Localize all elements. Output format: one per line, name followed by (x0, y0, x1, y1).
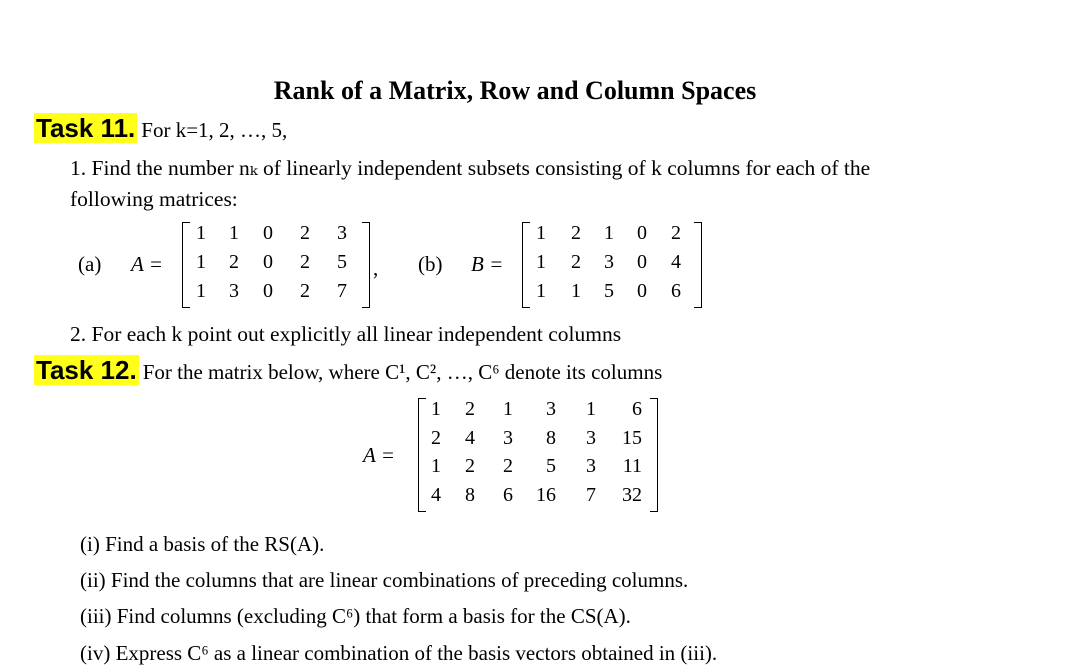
matrix-cell: 1 (229, 222, 239, 244)
matrix-cell: 3 (604, 251, 614, 273)
matrix-cell: 0 (637, 280, 647, 302)
matrix-cell: 3 (586, 427, 596, 449)
matrix-cell: 1 (431, 455, 441, 477)
matrix-cell: 4 (431, 484, 441, 506)
matrix-b (522, 222, 702, 308)
matrix-cell: 0 (263, 251, 273, 273)
matrix-cell: 1 (536, 222, 546, 244)
matrix-a-comma: , (373, 256, 379, 280)
matrix-cell: 2 (431, 427, 441, 449)
matrix-cell: 2 (229, 251, 239, 273)
matrix-a (182, 222, 370, 308)
task-11-item-2: 2. For each k point out explicitly all linear independent columns (70, 322, 622, 346)
task-12-item-ii: (ii) Find the columns that are linear combinations of preceding columns. (80, 568, 689, 592)
matrix-a-symbol: A = (131, 252, 163, 276)
matrix-cell: 32 (622, 484, 642, 506)
task-12-heading (34, 355, 662, 386)
matrix-cell: 2 (300, 222, 310, 244)
matrix-cell: 5 (604, 280, 614, 302)
matrix-cell: 1 (196, 222, 206, 244)
task-11-heading (34, 113, 287, 144)
matrix-cell: 6 (503, 484, 513, 506)
matrix-cell: 4 (671, 251, 681, 273)
matrix-cell: 2 (300, 280, 310, 302)
matrix-cell: 16 (536, 484, 556, 506)
matrix-cell: 5 (337, 251, 347, 273)
matrix-cell: 0 (263, 280, 273, 302)
matrix-cell: 1 (503, 398, 513, 420)
task-11-item-1: 1. Find the number nₖ of linearly independent subsets consisting of k columns for each of the following matrices: (70, 156, 871, 211)
matrix-cell: 2 (571, 222, 581, 244)
matrix-cell: 6 (671, 280, 681, 302)
matrix-cell: 8 (465, 484, 475, 506)
matrix-cell: 8 (546, 427, 556, 449)
matrix-c-right-bracket (650, 398, 658, 512)
matrix-cell: 1 (431, 398, 441, 420)
matrix-cell: 11 (622, 455, 642, 477)
matrix-cell: 1 (604, 222, 614, 244)
matrix-cell: 3 (546, 398, 556, 420)
matrix-cell: 1 (571, 280, 581, 302)
page-title: Rank of a Matrix, Row and Column Spaces (273, 76, 757, 105)
matrix-cell: 0 (263, 222, 273, 244)
matrix-cell: 7 (337, 280, 347, 302)
matrix-cell: 3 (337, 222, 347, 244)
matrix-a-label: (a) (78, 252, 102, 276)
matrix-cell: 2 (465, 398, 475, 420)
matrix-cell: 1 (536, 280, 546, 302)
matrix-cell: 2 (300, 251, 310, 273)
matrix-cell: 2 (571, 251, 581, 273)
matrix-cell: 3 (229, 280, 239, 302)
matrix-cell: 2 (503, 455, 513, 477)
task-12-label: Task 12. (36, 355, 137, 385)
matrix-cell: 1 (586, 398, 596, 420)
matrix-cell: 3 (586, 455, 596, 477)
task-12-item-iii: (iii) Find columns (excluding C⁶) that form a basis for the CS(A). (80, 604, 631, 628)
task-12-item-i: (i) Find a basis of the RS(A). (80, 532, 325, 556)
matrix-cell: 2 (671, 222, 681, 244)
matrix-cell: 4 (465, 427, 475, 449)
matrix-cell: 1 (536, 251, 546, 273)
matrix-b-right-bracket (694, 222, 702, 308)
matrix-b-symbol: B = (471, 252, 504, 276)
matrix-cell: 7 (586, 484, 596, 506)
task-12-item-iv: (iv) Express C⁶ as a linear combination of the basis vectors obtained in (iii). (80, 641, 718, 665)
matrix-cell: 0 (637, 222, 647, 244)
task-11-intro: For k=1, 2, …, 5, (141, 118, 288, 142)
matrix-c (418, 398, 658, 512)
matrix-cell: 6 (632, 398, 642, 420)
matrix-a-right-bracket (362, 222, 370, 308)
matrix-cell: 1 (196, 251, 206, 273)
matrix-cell: 0 (637, 251, 647, 273)
matrix-cell: 2 (465, 455, 475, 477)
matrix-cell: 15 (622, 427, 642, 449)
matrix-c-symbol: A = (363, 443, 395, 467)
task-12-intro: For the matrix below, where C¹, C², …, C⁶ denote its columns (142, 360, 663, 384)
matrix-b-label: (b) (418, 252, 443, 276)
matrix-cell: 5 (546, 455, 556, 477)
task-11-label: Task 11. (36, 113, 136, 143)
matrix-cell: 1 (196, 280, 206, 302)
matrix-cell: 3 (503, 427, 513, 449)
